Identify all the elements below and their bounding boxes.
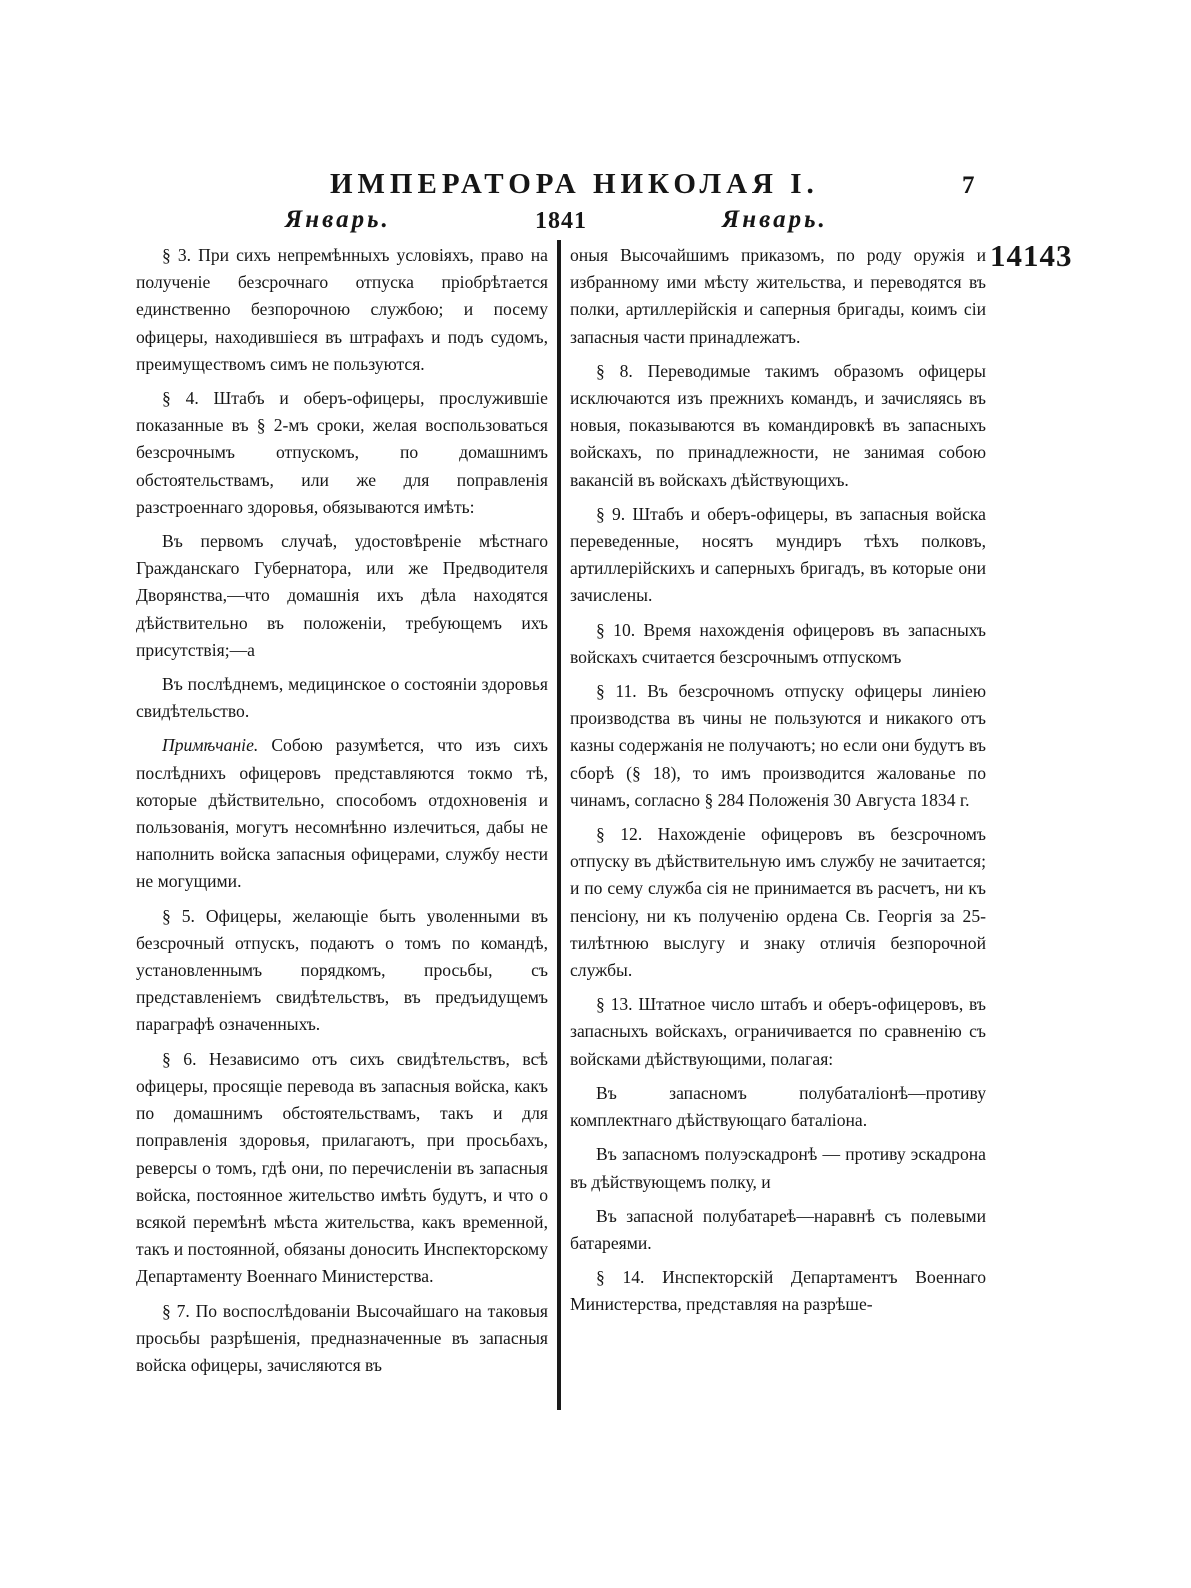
quota-half-battalion: Въ запасномъ полубаталіонѣ—противу комплектнаго дѣйствующаго баталіона. <box>570 1082 986 1131</box>
paragraph-7: § 7. По воспослѣдованіи Высочайшаго на таковыя просьбы разрѣшенія, предназначенные въ запасныя войска офицеры, зачисляются въ <box>136 1300 548 1375</box>
paragraph-12: § 12. Нахожденіе офицеровъ въ безсрочномъ отпуску въ дѣйствительную имъ службу не зачитается; и по сему служба сія не принимается въ расчетъ, ни къ пенсіону, ни къ полученію ордена Св. Георгія за 25-тилѣтнюю выслугу и знаку отличія безпорочной службы. <box>570 824 986 981</box>
page-header <box>0 168 1191 208</box>
note-paragraph <box>136 732 548 895</box>
right-column <box>570 242 986 1326</box>
paragraph-13: § 13. Штатное число штабъ и оберъ-офицеровъ, въ запасныхъ войскахъ, ограничивается по сравненію съ войсками дѣйствующими, полагая: <box>570 994 986 1069</box>
paragraph-7-continued: оныя Высочайшимъ приказомъ, по роду оружія и избранному ими мѣсту жительства, и переводятся въ полки, артиллерійскія и саперныя бригады, коимъ сіи запасныя части принадлежатъ. <box>570 245 986 347</box>
paragraph-last-case: Въ послѣднемъ, медицинское о состояніи здоровья свидѣтельство. <box>136 674 548 722</box>
paragraph-5: § 5. Офицеры, желающіе быть уволенными въ безсрочный отпускъ, подаютъ о томъ по командѣ, установленнымъ порядкомъ, просьбы, съ представленіемъ свидѣтельствъ, въ предъидущемъ параграфѣ означенныхъ. <box>136 905 548 1035</box>
paragraph-4: § 4. Штабъ и оберъ-офицеры, прослужившіе показанные въ § 2-мъ сроки, желая воспользоваться безсрочнымъ отпускомъ, по домашнимъ обстоятельствамъ, или же для поправленія разстроеннаго здоровья, обязываются имѣть: <box>136 388 548 517</box>
paragraph-9: § 9. Штабъ и оберъ-офицеры, въ запасныя войска переведенные, носятъ мундиръ тѣхъ полковъ, артиллерійскихъ и саперныхъ бригадъ, въ которые они зачислены. <box>570 503 986 606</box>
page-number: 7 <box>962 172 975 199</box>
running-title: ИМПЕРАТОРА НИКОЛАЯ I. <box>330 168 819 200</box>
note-text: Собою разумѣется, что изъ сихъ послѣднихъ офицеровъ представляются токмо тѣ, которые дѣйствительно, способомъ отдохновенія и пользованія, могутъ несомнѣнно излечиться, дабы не наполнить войска запасныя офицерами, службу нести не могущими. <box>136 735 548 892</box>
paragraph-first-case: Въ первомъ случаѣ, удостовѣреніе мѣстнаго Гражданскаго Губернатора, или же Предводителя Дворянства,—что домашнія ихъ дѣла находятся дѣйствительно въ положеніи, требующемъ ихъ присутствія;—а <box>136 531 548 660</box>
paragraph-11: § 11. Въ безсрочномъ отпуску офицеры линіею производства въ чины не пользуются и никакого отъ казны содержанія не получаютъ; но если они будутъ въ сборѣ (§ 18), то имъ производится жалованье по чинамъ, согласно § 284 Положенія 30 Августа 1834 г. <box>570 681 986 810</box>
quota-half-battery: Въ запасной полубатареѣ—наравнѣ съ полевыми батареями. <box>570 1205 986 1253</box>
month-left: Январь. <box>285 206 391 233</box>
act-number: 14143 <box>990 238 1073 273</box>
month-right: Январь. <box>722 206 828 233</box>
paragraph-10: § 10. Время нахожденія офицеровъ въ запасныхъ войскахъ считается безсрочнымъ отпускомъ <box>570 619 986 667</box>
column-divider <box>557 240 561 1410</box>
note-label: Примѣчаніе. <box>162 735 259 756</box>
paragraph-3: § 3. При сихъ непремѣнныхъ условіяхъ, право на полученіе безсрочнаго отпуска пріобрѣтается единственно безпорочною службою; и посему офицеры, находившіеся въ штрафахъ и подъ судомъ, преимуществомъ симъ не пользуются. <box>136 245 548 374</box>
paragraph-8: § 8. Переводимые такимъ образомъ офицеры исключаются изъ прежнихъ командъ, и зачисляясь въ новыя, показываются въ командировкѣ въ запасныхъ войскахъ, по принадлежности, не занимая собою вакансій въ войскахъ дѣйствующихъ. <box>570 360 986 490</box>
date-line <box>0 206 1191 240</box>
year: 1841 <box>535 208 587 234</box>
paragraph-14: § 14. Инспекторскій Департаментъ Военнаго Министерства, представляя на разрѣше- <box>570 1267 986 1315</box>
paragraph-6: § 6. Независимо отъ сихъ свидѣтельствъ, всѣ офицеры, просящіе перевода въ запасныя войска, какъ по домашнимъ обстоятельствамъ, такъ и для поправленія здоровья, прилагаютъ, при просьбахъ, реверсы о томъ, гдѣ они, по перечисленіи въ запасныя войска, постоянное жительство имѣть будутъ, и что о всякой перемѣнѣ мѣста жительства, какъ временной, такъ и постоянной, обязаны доносить Инспекторскому Департаменту Военнаго Министерства. <box>136 1048 548 1287</box>
left-column <box>136 242 548 1386</box>
quota-half-squadron: Въ запасномъ полуэскадронѣ — противу эскадрона въ дѣйствующемъ полку, и <box>570 1144 986 1192</box>
